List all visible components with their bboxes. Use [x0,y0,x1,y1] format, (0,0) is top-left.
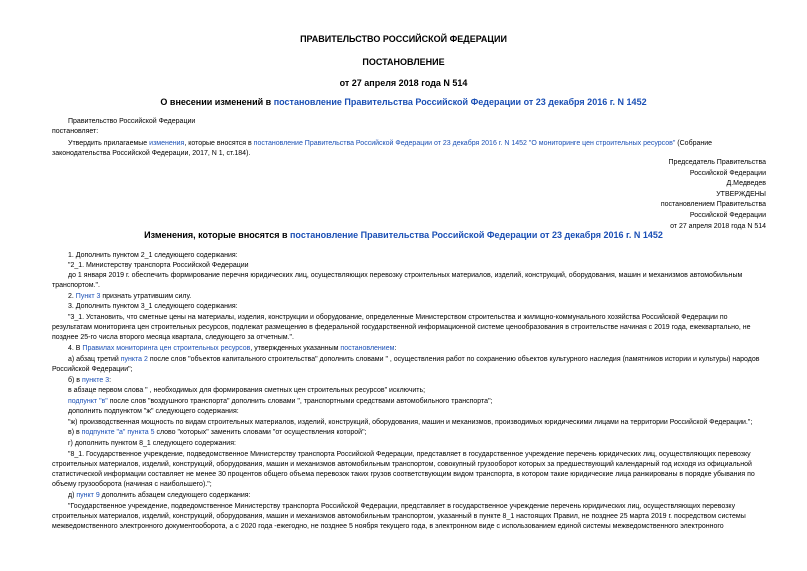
item-2-num: 2. [68,293,76,300]
subitem-v-text: после слов "воздушного транспорта" дополнить словами ", транспортными средствами автомобильного транспорта"; [107,398,493,405]
item-4v-text-a: в) в [68,429,82,436]
item-9-a: "Государственное учреждение, подведомственное Министерству транспорта Российской Федерации, представляет в государственное учреждение перечень юридических лиц, осуществляющих перевозку [68,503,736,510]
changes-title-link[interactable]: постановление Правительства Российской Федерации от 23 декабря 2016 г. N 1452 [290,230,663,240]
item-4g: г) дополнить пунктом 8_1 следующего содержания: [68,440,236,447]
item-8-1-d: объему грузооборота (начиная с наибольшего)."; [52,481,212,488]
item-4-num: 4. В [68,345,83,352]
doc-title [0,97,807,107]
item-4b-zh: "ж) производственная мощность по видам строительных материалов, изделий, конструкций, оборудования, машин и механизмов, производимых юридическими лицами на территории Российской Федерации."; [68,419,753,426]
sig-l6: Российской Федерации [689,211,766,219]
item-3-1-b: результатам мониторинга цен строительных ресурсов, подлежат размещению в федеральной государственной информационной системе ценообразования в строительстве начиная с 2019 года, ежеквартально, не [52,324,751,331]
item-4a-line2: Российской Федерации"; [52,366,133,373]
item-4a-link[interactable]: пункта 2 [120,356,148,363]
approve-link-decree[interactable]: постановление Правительства Российской Федерации от 23 декабря 2016 г. N 1452 "О мониторинге цен строительных ресурсов" [253,140,676,147]
doc-date: от 27 апреля 2018 года N 514 [339,78,468,88]
item-8-1-c: статистической информации составляет не менее 30 процентов общего объема перевозок таких грузов соответствующим видом транспорта, в котором такие юридические лица ранжированы в порядке убывания по [52,471,755,478]
item-2-link[interactable]: Пункт 3 [75,293,101,300]
changes-title [0,230,807,240]
sig-l5: постановлением Правительства [660,201,766,209]
item-4-link-decree[interactable]: постановлением [340,345,395,352]
item-2-1-text-a: до 1 января 2019 г. обеспечить формирование перечня юридических лиц, осуществляющих перевозку строительных материалов, изделий, конструкций, оборудования, машин и механизмов автомобильным [68,272,743,279]
item-4a-text-b: после слов "объектов капитального строительства" дополнить словами " , осуществления работ по сохранению объектов культурного наследия (памятников истории и культуры) народов [147,356,760,363]
doc-type-heading: ПОСТАНОВЛЕНИЕ [362,57,445,67]
item-8-1-a: "8_1. Государственное учреждение, подведомственное Министерству транспорта Российской Федерации, представляет в государственное учреждение перечень юридических лиц, осуществляющих перевозку [68,451,751,458]
item-4b-link[interactable]: пункте 3 [81,377,110,384]
changes-title-prefix: Изменения, которые вносятся в [144,230,290,240]
sig-l3: Д.Медведев [726,180,766,188]
item-4 [68,344,396,354]
item-4b-text-a: б) в [68,377,82,384]
government-heading: ПРАВИТЕЛЬСТВО РОССИЙСКОЙ ФЕДЕРАЦИИ [300,34,507,44]
item-1: 1. Дополнить пунктом 2_1 следующего содержания: [68,252,238,259]
item-4b-add-zh: дополнить подпунктом "ж" следующего содержания: [68,408,239,415]
item-3: 3. Дополнить пунктом 3_1 следующего содержания: [68,303,238,310]
item-4d-link[interactable]: пункт 9 [76,492,100,499]
item-4a-text-a: а) абзац третий [68,356,121,363]
preamble-line2: постановляет: [52,128,99,135]
item-3-1-c: позднее 25-го числа второго месяца квартала, следующего за отчетным.". [52,334,294,341]
preamble-line1: Правительство Российской Федерации [68,118,196,125]
item-3-1-a: "3_1. Установить, что сметные цены на материалы, изделия, конструкции и оборудование, определенные Министерством строительства и жилищно-коммунального хозяйства Российской Федерации по [68,314,728,321]
approve-text-c: (Собрание [675,140,713,147]
item-4-end: : [394,345,397,352]
item-4b-subitem-v [68,397,493,407]
item-4d [68,491,251,501]
doc-title-prefix: О внесении изменений в [160,97,274,107]
item-2 [68,292,191,302]
item-4v [68,428,367,438]
item-4b [68,376,111,386]
item-4b-text-b: : [109,377,112,384]
item-9-b: строительных материалов, изделий, конструкций, оборудования, машин и механизмов автомобильным транспортом, указанный в пункте 8_1 настоящих Правил, не позднее 25 марта 2019 г. посредством системы [52,513,746,520]
approve-paragraph [68,139,768,149]
subitem-v-link[interactable]: подпункт "в" [68,398,108,405]
approve-line2: законодательства Российской Федерации, 2017, N 1, ст.184). [52,150,251,157]
item-4v-text-b: слово "которых" заменить словами "от осуществления которой"; [154,429,367,436]
item-4-link-rules[interactable]: Правилах мониторинга цен строительных ресурсов [82,345,251,352]
signature-block [661,158,766,232]
item-4b-para1: в абзаце первом слова " , необходимых для формирования сметных цен строительных ресурсов" исключить; [68,387,426,394]
doc-title-link[interactable]: постановление Правительства Российской Федерации от 23 декабря 2016 г. N 1452 [273,97,647,107]
approve-text-b: , которые вносятся в [184,140,254,147]
sig-l4: УТВЕРЖДЕНЫ [716,190,766,198]
sig-l1: Председатель Правительства [668,159,766,166]
sig-l7: от 27 апреля 2018 года N 514 [670,222,766,230]
approve-text-a: Утвердить прилагаемые [68,140,150,147]
item-2-rest: признать утратившим силу. [100,293,192,300]
item-4-mid: , утвержденных указанным [250,345,341,352]
item-4v-link[interactable]: подпункте "а" пункта 5 [81,429,155,436]
item-2-1-head: "2_1. Министерству транспорта Российской Федерации [68,262,249,269]
item-4d-text-b: дополнить абзацем следующего содержания: [99,492,251,499]
item-2-1-text-b: транспортом.". [52,282,100,289]
approve-link-changes[interactable]: изменения [149,140,185,147]
item-4d-text-a: д) [68,492,77,499]
item-9-c: межведомственного электронного документооборота, а с 2020 года -ежегодно, не позднее 5 ноября текущего года, в электронном виде с использованием единой системы межведомственного электронного [52,523,724,530]
item-4a [68,355,759,365]
sig-l2: Российской Федерации [689,169,766,177]
item-8-1-b: строительных материалов, изделий, конструкций, оборудования, машин и механизмов автомобильным транспортом, совокупный грузооборот которых за предшествующий календарный год исходя из официальной [52,461,752,468]
